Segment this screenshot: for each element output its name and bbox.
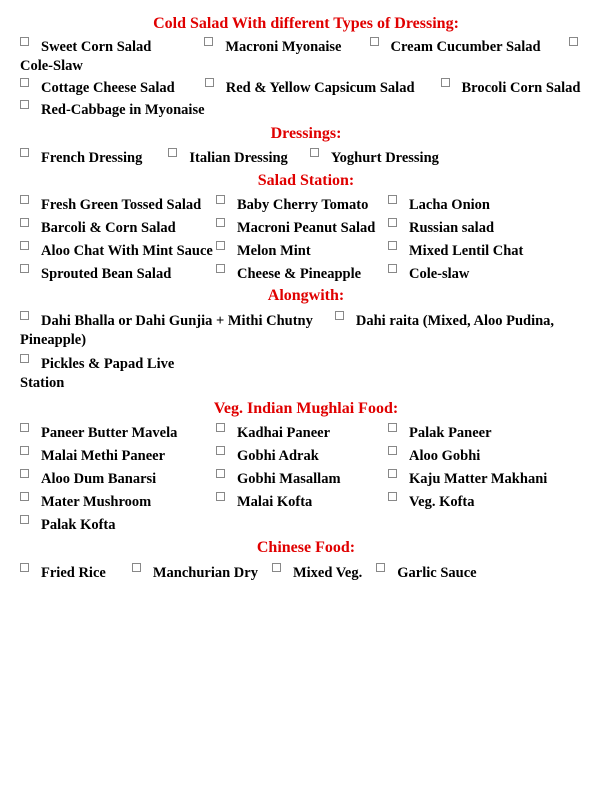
alongwith-line-1 bbox=[20, 312, 592, 350]
checkbox[interactable] bbox=[132, 563, 141, 572]
menu-item: Aloo Dum Banarsi bbox=[41, 471, 157, 487]
checkbox[interactable] bbox=[20, 195, 29, 204]
checkbox[interactable] bbox=[216, 423, 225, 432]
list-item bbox=[216, 196, 388, 219]
menu-item: Italian Dressing bbox=[189, 150, 288, 166]
table-row bbox=[20, 196, 592, 219]
checkbox[interactable] bbox=[216, 469, 225, 478]
checkbox[interactable] bbox=[216, 446, 225, 455]
list-item bbox=[216, 493, 388, 516]
checkbox[interactable] bbox=[216, 218, 225, 227]
checkbox[interactable] bbox=[376, 563, 385, 572]
menu-item: Yoghurt Dressing bbox=[330, 150, 439, 166]
table-row bbox=[20, 493, 592, 516]
checkbox[interactable] bbox=[216, 492, 225, 501]
menu-item: Barcoli & Corn Salad bbox=[41, 220, 176, 236]
checkbox[interactable] bbox=[20, 515, 29, 524]
checkbox[interactable] bbox=[20, 218, 29, 227]
list-item bbox=[20, 265, 216, 288]
list-item bbox=[20, 424, 216, 447]
menu-item: Red-Cabbage in Myonaise bbox=[41, 102, 205, 118]
menu-item: Aloo Gobhi bbox=[409, 448, 481, 464]
menu-item: Garlic Sauce bbox=[397, 565, 477, 581]
menu-item: Malai Kofta bbox=[237, 494, 313, 510]
list-item bbox=[216, 242, 388, 265]
menu-item: Malai Methi Paneer bbox=[41, 448, 166, 464]
menu-item: Cheese & Pineapple bbox=[237, 266, 362, 282]
menu-item: Red & Yellow Capsicum Salad bbox=[225, 80, 415, 96]
menu-item: Lacha Onion bbox=[409, 197, 490, 213]
menu-item: Macroni Peanut Salad bbox=[237, 220, 376, 236]
menu-item: Brocoli Corn Salad bbox=[461, 80, 581, 96]
menu-item: Baby Cherry Tomato bbox=[237, 197, 369, 213]
checkbox[interactable] bbox=[20, 469, 29, 478]
menu-item: Dahi Bhalla or Dahi Gunjia + Mithi Chutny bbox=[41, 313, 313, 329]
checkbox[interactable] bbox=[388, 492, 397, 501]
table-row bbox=[20, 470, 592, 493]
checkbox[interactable] bbox=[20, 423, 29, 432]
table-row bbox=[20, 447, 592, 470]
list-item bbox=[20, 196, 216, 219]
menu-item: Gobhi Adrak bbox=[237, 448, 319, 464]
menu-item: Mixed Lentil Chat bbox=[409, 243, 524, 259]
checkbox[interactable] bbox=[388, 423, 397, 432]
menu-item: Aloo Chat With Mint Sauce bbox=[41, 243, 213, 259]
checkbox[interactable] bbox=[216, 264, 225, 273]
menu-item: Kadhai Paneer bbox=[237, 425, 331, 441]
menu-document bbox=[20, 14, 592, 583]
menu-item: French Dressing bbox=[41, 150, 143, 166]
menu-item: Cole-slaw bbox=[409, 266, 470, 282]
table-row bbox=[20, 424, 592, 447]
list-item bbox=[388, 265, 592, 288]
checkbox[interactable] bbox=[20, 100, 29, 109]
checkbox[interactable] bbox=[20, 446, 29, 455]
section-title-cold-salad: Cold Salad With different Types of Dressing: bbox=[153, 15, 459, 32]
table-row bbox=[20, 219, 592, 242]
checkbox[interactable] bbox=[20, 492, 29, 501]
checkbox[interactable] bbox=[310, 148, 319, 157]
veg-mughlai-grid bbox=[20, 424, 592, 539]
menu-item: Palak Kofta bbox=[41, 517, 116, 533]
checkbox[interactable] bbox=[20, 78, 29, 87]
list-item bbox=[20, 219, 216, 242]
menu-item: Fresh Green Tossed Salad bbox=[41, 197, 202, 213]
checkbox[interactable] bbox=[388, 195, 397, 204]
alongwith-line-2 bbox=[20, 355, 200, 393]
checkbox[interactable] bbox=[168, 148, 177, 157]
table-row bbox=[20, 242, 592, 265]
chinese-line bbox=[20, 564, 592, 583]
checkbox[interactable] bbox=[335, 311, 344, 320]
checkbox[interactable] bbox=[20, 148, 29, 157]
menu-item: Macroni Myonaise bbox=[225, 39, 342, 55]
list-item bbox=[216, 219, 388, 242]
checkbox[interactable] bbox=[216, 241, 225, 250]
checkbox[interactable] bbox=[370, 37, 379, 46]
list-item bbox=[20, 516, 216, 539]
section-title-dressings: Dressings: bbox=[270, 125, 342, 142]
cold-salad-line-2 bbox=[20, 79, 592, 98]
list-item bbox=[216, 265, 388, 288]
list-item bbox=[20, 447, 216, 470]
menu-item: Fried Rice bbox=[41, 565, 106, 581]
list-item bbox=[216, 447, 388, 470]
list-item bbox=[388, 470, 592, 493]
section-title-veg-mughlai: Veg. Indian Mughlai Food: bbox=[213, 400, 399, 417]
checkbox[interactable] bbox=[388, 218, 397, 227]
list-item bbox=[388, 242, 592, 265]
checkbox[interactable] bbox=[388, 241, 397, 250]
list-item bbox=[388, 219, 592, 242]
list-item bbox=[388, 196, 592, 219]
list-item bbox=[20, 470, 216, 493]
list-item bbox=[20, 493, 216, 516]
dressings-line bbox=[20, 149, 592, 168]
checkbox[interactable] bbox=[388, 264, 397, 273]
menu-item: Gobhi Masallam bbox=[237, 471, 341, 487]
menu-item: Mater Mushroom bbox=[41, 494, 152, 510]
checkbox[interactable] bbox=[20, 241, 29, 250]
menu-item: Dahi raita (Mixed, Aloo Pudina, Pineapple) bbox=[20, 313, 555, 348]
menu-item: Cottage Cheese Salad bbox=[41, 80, 175, 96]
checkbox[interactable] bbox=[569, 37, 578, 46]
checkbox[interactable] bbox=[388, 446, 397, 455]
cold-salad-line-1 bbox=[20, 38, 592, 76]
list-item bbox=[20, 242, 216, 265]
menu-item: Pickles & Papad Live Station bbox=[20, 356, 175, 391]
checkbox[interactable] bbox=[20, 311, 29, 320]
checkbox[interactable] bbox=[388, 469, 397, 478]
list-item bbox=[388, 447, 592, 470]
table-row bbox=[20, 516, 592, 539]
list-item bbox=[388, 493, 592, 516]
section-title-chinese: Chinese Food: bbox=[256, 539, 356, 556]
checkbox[interactable] bbox=[272, 563, 281, 572]
checkbox[interactable] bbox=[20, 563, 29, 572]
menu-item: Melon Mint bbox=[237, 243, 311, 259]
menu-item: Palak Paneer bbox=[409, 425, 492, 441]
menu-item: Veg. Kofta bbox=[409, 494, 475, 510]
menu-item: Manchurian Dry bbox=[152, 565, 258, 581]
salad-station-grid bbox=[20, 196, 592, 288]
table-row bbox=[20, 265, 592, 288]
menu-item: Paneer Butter Mavela bbox=[41, 425, 178, 441]
menu-item: Sprouted Bean Salad bbox=[41, 266, 172, 282]
checkbox[interactable] bbox=[20, 354, 29, 363]
checkbox[interactable] bbox=[216, 195, 225, 204]
list-item bbox=[216, 424, 388, 447]
checkbox[interactable] bbox=[20, 264, 29, 273]
menu-item: Mixed Veg. bbox=[292, 565, 363, 581]
section-title-salad-station: Salad Station: bbox=[257, 172, 355, 189]
menu-item: Kaju Matter Makhani bbox=[409, 471, 548, 487]
menu-item: Cole-Slaw bbox=[20, 58, 83, 74]
cold-salad-line-3 bbox=[20, 101, 592, 120]
checkbox[interactable] bbox=[441, 78, 450, 87]
menu-item: Sweet Corn Salad bbox=[41, 39, 152, 55]
list-item bbox=[388, 424, 592, 447]
list-item bbox=[216, 470, 388, 493]
menu-item: Cream Cucumber Salad bbox=[390, 39, 541, 55]
checkbox[interactable] bbox=[20, 37, 29, 46]
section-title-alongwith: Alongwith: bbox=[267, 287, 345, 304]
menu-item: Russian salad bbox=[409, 220, 495, 236]
checkbox[interactable] bbox=[204, 37, 213, 46]
checkbox[interactable] bbox=[205, 78, 214, 87]
